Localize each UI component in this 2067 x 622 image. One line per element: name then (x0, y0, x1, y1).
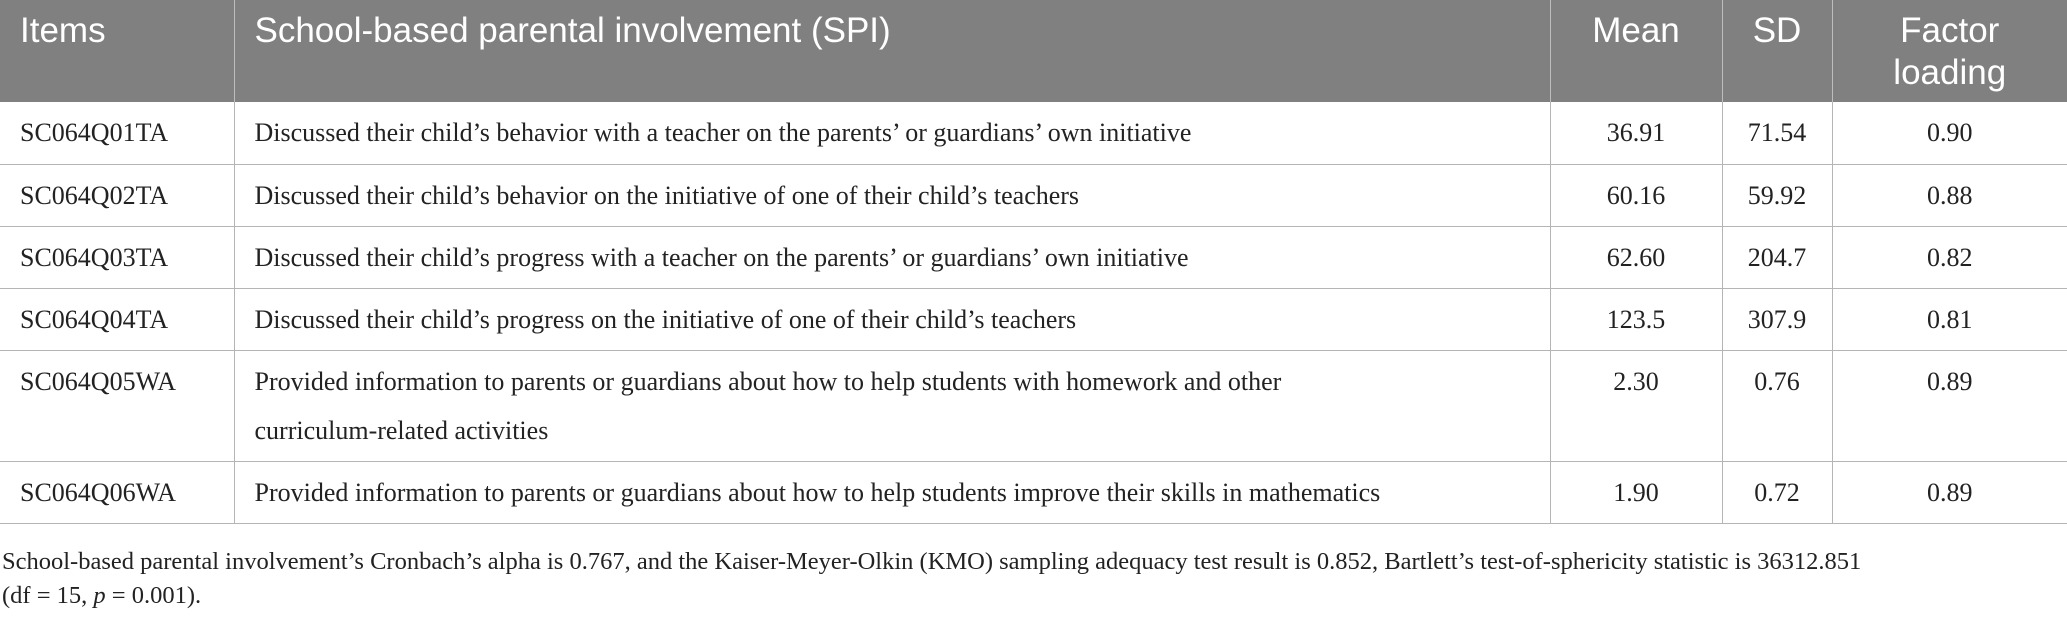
table-row (0, 288, 2067, 350)
cell-item: SC064Q06WA (0, 461, 234, 523)
cell-sd: 307.9 (1722, 288, 1832, 350)
cell-loading: 0.88 (1832, 164, 2067, 226)
cell-description (234, 350, 1550, 461)
cell-description: Discussed their child’s progress on the initiative of one of their child’s teachers (234, 288, 1550, 350)
header-row (0, 0, 2067, 102)
cell-item: SC064Q02TA (0, 164, 234, 226)
footnote-line2-end: = 0.001). (105, 582, 202, 609)
cell-description: Discussed their child’s behavior with a teacher on the parents’ or guardians’ own initiative (234, 102, 1550, 164)
cell-mean: 62.60 (1550, 226, 1722, 288)
cell-description: Discussed their child’s behavior on the initiative of one of their child’s teachers (234, 164, 1550, 226)
table-row (0, 164, 2067, 226)
cell-mean: 2.30 (1550, 350, 1722, 461)
cell-description: Provided information to parents or guardians about how to help students improve their skills in mathematics (234, 461, 1550, 523)
cell-mean: 36.91 (1550, 102, 1722, 164)
cell-sd: 0.72 (1722, 461, 1832, 523)
header-sd: SD (1722, 0, 1832, 102)
footnote-p-symbol: p (93, 582, 106, 609)
cell-sd: 204.7 (1722, 226, 1832, 288)
cell-loading: 0.89 (1832, 350, 2067, 461)
table-row (0, 350, 2067, 461)
cell-mean: 60.16 (1550, 164, 1722, 226)
cell-description: Discussed their child’s progress with a teacher on the parents’ or guardians’ own initiative (234, 226, 1550, 288)
cell-description-line1: Provided information to parents or guardians about how to help students with homework and other (254, 366, 1282, 396)
cell-sd: 71.54 (1722, 102, 1832, 164)
cell-description-line2: curriculum-related activities (254, 415, 549, 445)
cell-loading: 0.90 (1832, 102, 2067, 164)
header-factor-loading-line1: Factor (1900, 11, 2000, 50)
footnote-line1: School-based parental involvement’s Cronbach’s alpha is 0.767, and the Kaiser-Meyer-Olkin (KMO) sampling adequacy test result is 0.852, Bartlett’s test-of-sphericity statistic is 36312.851 (2, 548, 1862, 575)
cell-item: SC064Q05WA (0, 350, 234, 461)
footnote-line2-start: (df = 15, (2, 582, 94, 609)
cell-mean: 1.90 (1550, 461, 1722, 523)
cell-mean: 123.5 (1550, 288, 1722, 350)
table-footnote (0, 545, 2062, 613)
cell-loading: 0.89 (1832, 461, 2067, 523)
cell-loading: 0.82 (1832, 226, 2067, 288)
header-description: School-based parental involvement (SPI) (234, 0, 1550, 102)
table-row (0, 226, 2067, 288)
header-factor-loading-line2: loading (1893, 53, 2007, 92)
cell-item: SC064Q01TA (0, 102, 234, 164)
header-factor-loading (1832, 0, 2067, 102)
table-row (0, 461, 2067, 523)
cell-sd: 59.92 (1722, 164, 1832, 226)
cell-item: SC064Q03TA (0, 226, 234, 288)
table-row (0, 102, 2067, 164)
cell-loading: 0.81 (1832, 288, 2067, 350)
cell-item: SC064Q04TA (0, 288, 234, 350)
header-items: Items (0, 0, 234, 102)
header-mean: Mean (1550, 0, 1722, 102)
cell-sd: 0.76 (1722, 350, 1832, 461)
